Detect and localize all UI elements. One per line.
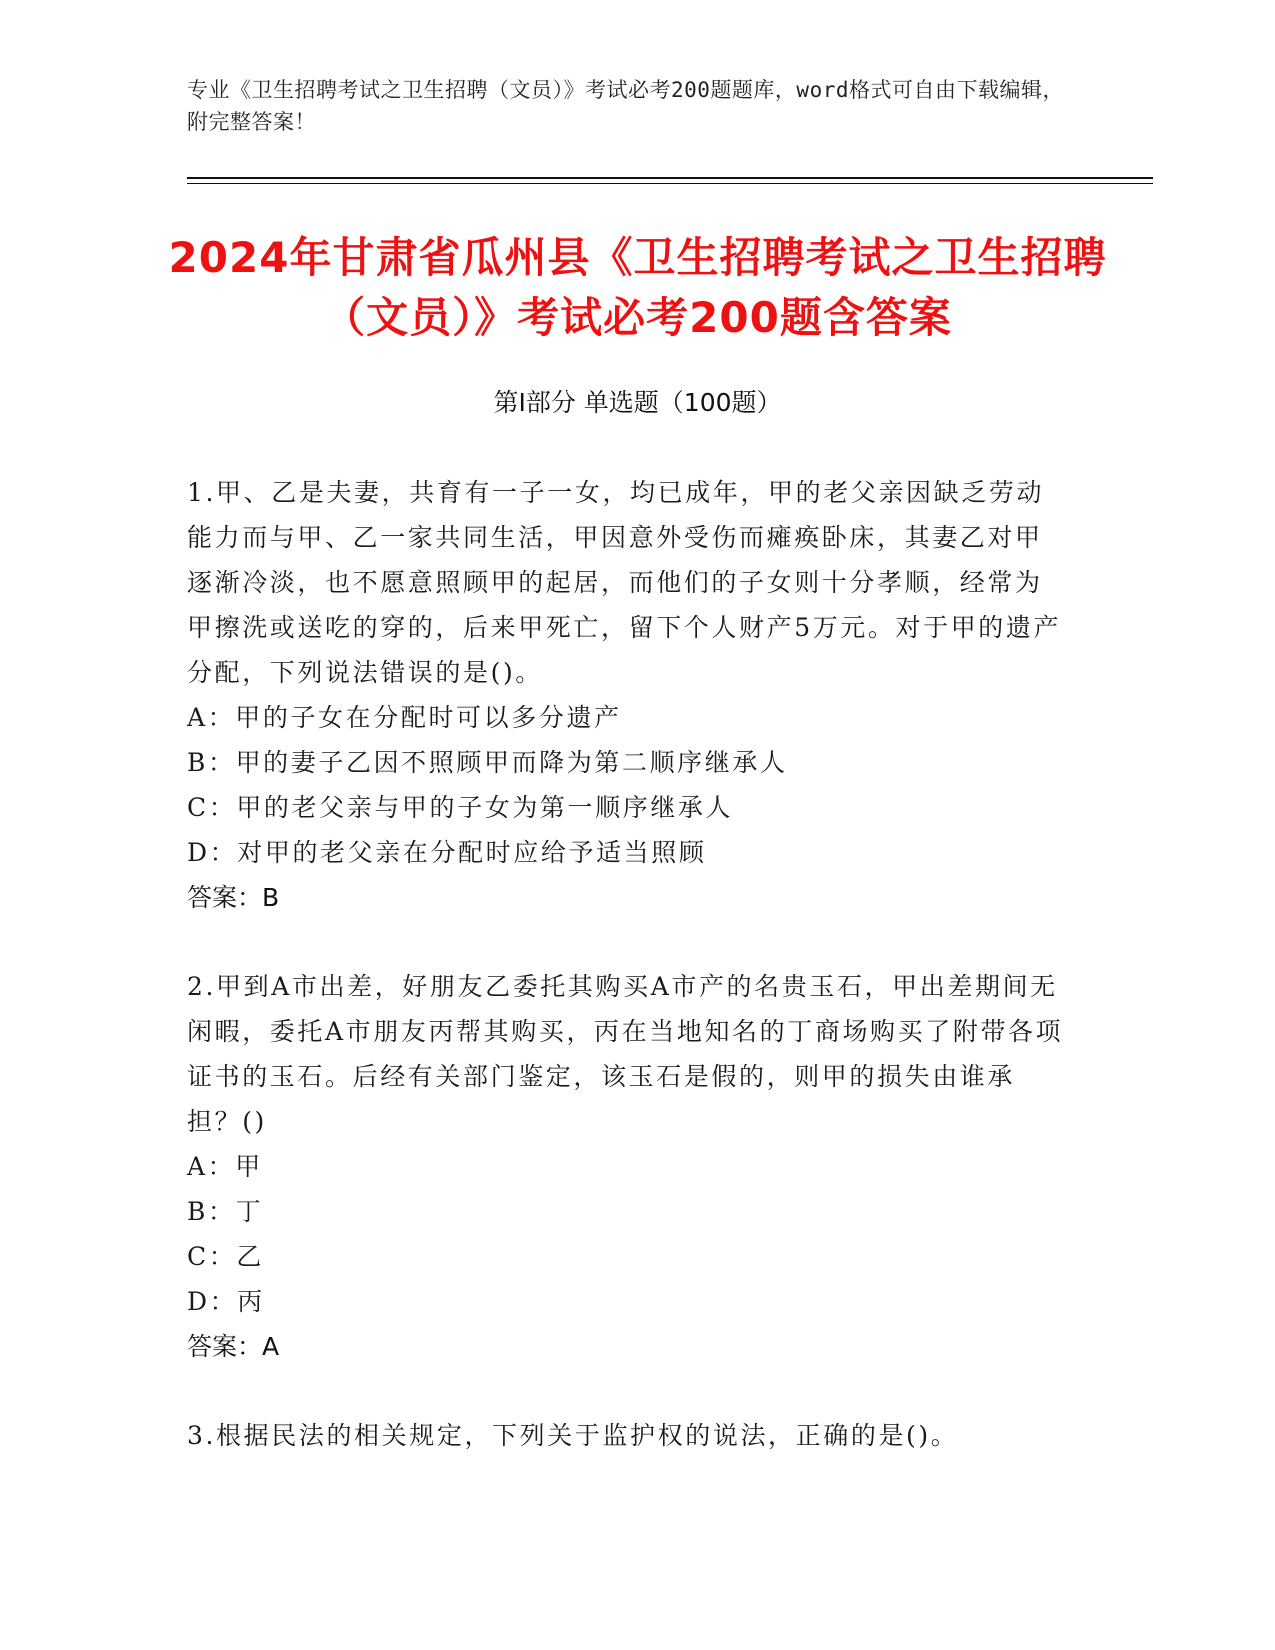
answer-label: 答案：B <box>187 883 280 912</box>
question-text: 2.甲到A市出差，好朋友乙委托其购买A市产的名贵玉石，甲出差期间无闲暇，委托A市朋友丙帮其购买，丙在当地知名的丁商场购买了附带各项证书的玉石。后经有关部门鉴定，该玉石是假的，则甲的损失由谁承担？() <box>187 972 1064 1136</box>
option-d: D：对甲的老父亲在分配时应给予适当照顾 <box>187 838 707 867</box>
section-title: 第Ⅰ部分 单选题（100题） <box>493 388 782 417</box>
option-c: C：甲的老父亲与甲的子女为第一顺序继承人 <box>187 793 734 822</box>
header-note: 专业《卫生招聘考试之卫生招聘（文员）》考试必考200题题库，word格式可自由下载编辑，附完整答案！ <box>187 78 1064 134</box>
question-text: 3.根据民法的相关规定，下列关于监护权的说法，正确的是()。 <box>187 1421 959 1450</box>
option-d: D：丙 <box>187 1287 265 1316</box>
document-title: 2024年甘肃省瓜州县《卫生招聘考试之卫生招聘（文员）》考试必考200题含答案 <box>168 233 1107 342</box>
question-2 <box>187 964 1067 1369</box>
option-a: A：甲的子女在分配时可以多分遗产 <box>187 703 622 732</box>
question-3 <box>187 1413 1067 1458</box>
option-c: C：乙 <box>187 1242 264 1271</box>
header-divider-thick <box>187 177 1153 179</box>
question-list <box>187 470 1067 1502</box>
answer-label: 答案：A <box>187 1332 280 1361</box>
option-b: B：丁 <box>187 1197 264 1226</box>
header-divider-thin <box>187 183 1153 184</box>
question-text: 1.甲、乙是夫妻，共育有一子一女，均已成年，甲的老父亲因缺乏劳动能力而与甲、乙一家共同生活，甲因意外受伤而瘫痪卧床，其妻乙对甲逐渐冷淡，也不愿意照顾甲的起居，而他们的子女则十分孝顺，经常为甲擦洗或送吃的穿的，后来甲死亡，留下个人财产5万元。对于甲的遗产分配，下列说法错误的是()。 <box>187 478 1062 687</box>
option-b: B：甲的妻子乙因不照顾甲而降为第二顺序继承人 <box>187 748 788 777</box>
option-a: A：甲 <box>187 1152 263 1181</box>
question-1 <box>187 470 1067 920</box>
